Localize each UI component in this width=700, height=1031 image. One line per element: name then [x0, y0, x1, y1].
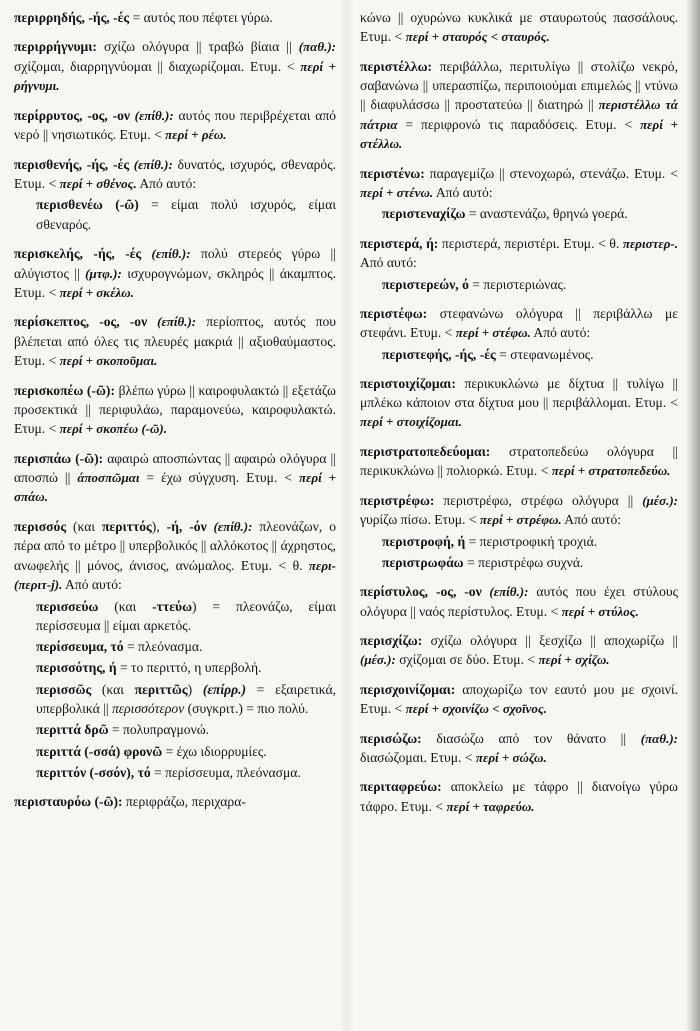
entry-text: = αυτός που πέφτει γύρω. [129, 10, 273, 25]
entry-text: αποκλείω με τάφρο || διανοίγω γύρω τάφρο. Ετυμ. < [360, 779, 678, 814]
derived-headword: περιστεφής, -ής, -ές [382, 346, 496, 362]
derived-headword: περιστρωφάω [382, 554, 464, 570]
entry-etymology: περί + στοιχίζομαι. [360, 414, 462, 430]
entry-headword: περιστρατοπεδεύομαι: [360, 443, 491, 459]
entry-headword: περιστέφω: [360, 305, 428, 321]
entry-headword: περιρρηδής, -ής, -ές [14, 10, 130, 25]
entry-headword: περισχίζω: [360, 633, 423, 649]
dictionary-entry [360, 582, 678, 621]
entry-grammar-note: (μέσ.): [642, 492, 678, 508]
entry-text: σχίζω ολόγυρα || τραβώ βίαια || [96, 39, 299, 55]
entry-grammar-note: (επίθ.): [130, 107, 174, 123]
dictionary-entry [14, 106, 336, 145]
entry-grammar-note: άποσπῶμαι [77, 469, 140, 485]
entry-headword: περισώζω: [360, 730, 422, 746]
entry-headword: περιστέλλω: [360, 58, 433, 74]
entry-text: αυτός που έχει στύλους ολόγυρα || ναός περίστυλος. Ετυμ. < [360, 584, 678, 619]
derived-text: = έχω ιδιορρυμίες. [162, 743, 267, 759]
entry-text: γυρίζω πίσω. Ετυμ. < [360, 512, 480, 528]
entry-text: Από αυτό: [136, 176, 197, 192]
entry-headword: -ή, -όν [166, 518, 207, 534]
derived-headword: περιστροφή, ή [382, 533, 466, 549]
dictionary-entry [360, 164, 678, 224]
entry-text: στρατοπεδεύω ολόγυρα || περικυκλώνω || πολιορκώ. Ετυμ. < [360, 443, 678, 479]
derived-text: ) = πλεονάζω, είμαι περίσσευμα || είμαι αρκετός. [36, 598, 336, 633]
derived-entry [36, 680, 336, 719]
derived-headword: περισσῶς [36, 681, 92, 697]
derived-text: (συγκριτ.) = πιο πολύ. [184, 701, 309, 717]
derived-headword: περισθενέω (-ῶ) [36, 197, 139, 213]
entry-etymology: περί + στένω. [360, 185, 434, 200]
dictionary-entry [14, 381, 336, 439]
entry-etymology: περί + ταφρεύω. [446, 798, 535, 814]
derived-entry [36, 720, 336, 739]
dictionary-entry [360, 491, 678, 573]
dictionary-entry [360, 442, 678, 481]
derived-entry [36, 637, 336, 656]
entry-headword: περισκελής, -ής, -ές [14, 246, 142, 262]
entry-headword: περιστερά, ή: [360, 235, 439, 251]
derived-entry [382, 553, 678, 572]
derived-entry [36, 742, 336, 761]
entry-headword: περιταφρεύω: [360, 779, 442, 795]
derived-text: = πολυπραγμονώ. [108, 722, 210, 738]
derived-text: ) [187, 681, 203, 697]
dictionary-entry [360, 57, 678, 154]
entry-text: = περιφρονώ τις παραδόσεις. Ετυμ. < [397, 116, 641, 132]
page-edge-shadow [686, 0, 700, 1031]
entry-grammar-note: (επίθ.): [147, 314, 197, 330]
dictionary-entry [360, 777, 678, 816]
entry-text: διασώζω από τον θάνατο || [421, 730, 641, 746]
derived-entry [382, 532, 678, 551]
derived-text: (και [98, 598, 153, 614]
entry-text: πολύ στερεός γύρω || αλύγιστος || [14, 246, 336, 281]
entry-headword: περισχοινίζομαι: [360, 681, 456, 697]
entry-text: διασώζομαι. Ετυμ. < [360, 750, 476, 765]
dictionary-entry [360, 234, 678, 294]
entry-etymology: περί + στρατοπεδεύω. [551, 463, 671, 479]
derived-headword: περιττά (-σσά) φρονῶ [36, 743, 163, 759]
page-gutter-shadow [340, 0, 354, 1031]
entry-text: αφαιρώ αποσπώντας || αφαιρώ ολόγυρα || αποσπώ || [14, 450, 336, 485]
entry-text: κώνω || οχυρώνω κυκλικά με σταυρωτούς πασσάλους. Ετυμ. < [360, 10, 678, 45]
entry-headword: περιστένω: [360, 165, 425, 181]
entry-etymology: περί + στύλος. [561, 603, 639, 619]
entry-headword: περίστυλος, -ος, -ον [360, 584, 482, 600]
entry-headword: περισταυρόω (-ῶ): [14, 794, 123, 810]
derived-headword: -ττεύω [152, 598, 192, 614]
entry-text: περίοπτος, αυτός που βλέπεται από όλες τις πλευρές μακριά || αξιοθαύμαστος. Ετυμ. < [14, 314, 336, 369]
left-column [14, 8, 336, 822]
entry-text: περικυκλώνω με δίχτυα || τυλίγω || μπλέκω κάποιον στα δίχτυα μου || περιβάλλομαι. Ετυμ. < [360, 375, 678, 411]
dictionary-entry [14, 8, 336, 27]
entry-etymology: περί + σχίζω. [538, 652, 610, 668]
entry-text: αποχωρίζω τον εαυτό μου με σχοινί. Ετυμ. < [360, 681, 678, 717]
entry-text: Από αυτό: [360, 255, 417, 271]
derived-headword: περιττῶς [134, 681, 188, 697]
derived-entry [382, 204, 678, 223]
entry-grammar-note: περιστέλλω τά πάτρια [360, 97, 678, 132]
derived-text: = αναστενάζω, θρηνώ γοερά. [465, 206, 628, 222]
entry-text: παραγεμίζω || στενοχωρώ, στενάζω. Ετυμ. < [424, 165, 678, 181]
entry-text: σχίζομαι σε δύο. Ετυμ. < [395, 652, 539, 668]
entry-headword: περιστρέφω: [360, 492, 435, 508]
dictionary-entry [360, 729, 678, 768]
entry-etymology: περί + σκοποῦμαι. [59, 353, 158, 369]
derived-entry [36, 195, 336, 234]
entry-etymology: περί + σκοπέω (-ῶ). [59, 421, 167, 437]
entry-headword: περισπάω (-ῶ): [14, 450, 104, 466]
entry-headword: περισθενής, -ής, -ές [14, 156, 130, 172]
derived-entry [36, 658, 336, 677]
derived-text: (και [91, 681, 135, 697]
entry-etymology: περιστερ-. [622, 235, 678, 251]
dictionary-entry [14, 37, 336, 95]
entry-headword: περιττός [101, 518, 152, 534]
entry-text: περιστρέφω, στρέφω ολόγυρα || [434, 492, 643, 508]
right-column [360, 8, 678, 826]
entry-text: αυτός που περιβρέχεται από νερό || νησιωτικός. Ετυμ. < [14, 107, 336, 143]
derived-entry [36, 763, 336, 782]
derived-headword: περισσεύω [36, 598, 99, 614]
derived-text: = στεφανωμένος. [495, 346, 594, 362]
derived-entry [382, 345, 678, 364]
entry-text: περιβάλλω, περιτυλίγω || στολίζω νεκρό, σαβανώνω || υπερασπίζω, περιποιούμαι επιμελώς || ντύνω || διαφυλάσσω || προστατεύω || διατηρώ || [360, 58, 678, 113]
entry-text: Από αυτό: [62, 577, 122, 593]
derived-text: = περιστρέφω συχνά. [463, 554, 584, 570]
entry-text: ), [151, 518, 167, 534]
entry-text: Από αυτό: [561, 512, 622, 528]
derived-text: = το περιττό, η υπερβολή. [116, 660, 262, 676]
entry-text: Από αυτό: [530, 325, 591, 341]
entry-text: στεφανώνω ολόγυρα || περιβάλλω με στεφάνι. Ετυμ. < [360, 305, 678, 341]
dictionary-entry [14, 792, 336, 811]
entry-text: περιφράζω, περιχαρα- [122, 794, 246, 810]
entry-text: σχίζομαι, διαρρηγνύομαι || διαχωρίζομαι. Ετυμ. < [14, 58, 301, 74]
entry-text: βλέπω γύρω || καιροφυλακτώ || εξετάζω προσεκτικά || περιφυλάω, παραμονεύω, καιροφυλακτώ. Ετυμ. < [14, 382, 336, 437]
entry-headword: περισκοπέω (-ῶ): [14, 382, 115, 398]
entry-headword: περιρρήγνυμι: [14, 39, 97, 55]
dictionary-entry [360, 304, 678, 364]
entry-headword: περίρρυτος, -ος, -ον [14, 107, 131, 123]
entry-etymology: περί + σκέλω. [59, 284, 134, 300]
derived-headword: περιστεναχίζω [382, 206, 466, 222]
derived-headword: περιττόν (-σσόν), τό [36, 764, 151, 780]
entry-text: ισχυρογνώμων, σκληρός || άκαμπτος. Ετυμ. < [14, 265, 336, 300]
entry-grammar-note: (επίθ.): [141, 246, 191, 262]
dictionary-entry [360, 374, 678, 432]
entry-grammar-note: (παθ.): [640, 730, 678, 746]
entry-etymology: περί + σθένος. [59, 176, 137, 192]
entry-headword: περιστοιχίζομαι: [360, 375, 456, 391]
dictionary-entry [14, 449, 336, 507]
derived-text: = εξαιρετικά, υπερβολικά || [36, 681, 336, 717]
entry-etymology: περί + στέλλω. [360, 116, 678, 152]
dictionary-entry [14, 155, 336, 235]
dictionary-entry [14, 244, 336, 302]
dictionary-entry [360, 8, 678, 47]
entry-etymology: περί + σταυρός < σταυρός. [405, 29, 550, 45]
entry-headword: περίσκεπτος, -ος, -ον [14, 314, 148, 330]
dictionary-entry [14, 312, 336, 370]
dictionary-entry [14, 517, 336, 782]
dictionary-entry [360, 631, 678, 670]
entry-headword: περισσός [14, 518, 67, 534]
entry-grammar-note: (επίθ.): [481, 584, 529, 600]
derived-text: περισσότερον [111, 701, 185, 717]
entry-grammar-note: (μέσ.): [360, 652, 396, 668]
entry-grammar-note: (μτφ.): [85, 265, 122, 281]
entry-grammar-note: (επίθ.): [129, 156, 173, 172]
entry-text: = έχω σύγχυση. Ετυμ. < [139, 469, 299, 485]
dictionary-entry [360, 680, 678, 719]
derived-headword: περιττά δρῶ [36, 722, 109, 738]
derived-entry [36, 597, 336, 636]
entry-etymology: περί + στέφω. [455, 325, 531, 341]
derived-text: = είμαι πολύ ισχυρός, είμαι σθεναρός. [36, 197, 336, 232]
entry-etymology: περί + σχοινίζω < σχοῖνος. [405, 701, 547, 717]
entry-text: περιστερά, περιστέρι. Ετυμ. < θ. [438, 235, 623, 251]
entry-text: σχίζω ολόγυρα || ξεσχίζω || αποχωρίζω || [422, 633, 678, 649]
entry-etymology: περί + στρέφω. [479, 512, 562, 528]
entry-text: Από αυτό: [433, 185, 493, 200]
entry-etymology: περί + σώζω. [475, 750, 547, 765]
derived-text: = περιστροφική τροχιά. [465, 533, 598, 549]
derived-text: = πλεόνασμα. [123, 639, 203, 655]
entry-etymology: περι- (περιτ-j). [14, 557, 336, 593]
derived-headword: περισσότης, ή [36, 660, 117, 676]
derived-text: = περίσσευμα, πλεόνασμα. [150, 764, 301, 780]
entry-text: δυνατός, ισχυρός, σθεναρός. Ετυμ. < [14, 156, 336, 192]
derived-headword: περίσσευμα, τό [36, 639, 124, 655]
entry-text: (και [66, 518, 102, 534]
derived-text: (επίρρ.) [202, 681, 247, 697]
derived-text: = περιστεριώνας. [468, 276, 567, 292]
derived-headword: περιστερεών, ό [382, 276, 469, 292]
entry-etymology: περί + ρέω. [165, 127, 227, 143]
entry-etymology: περί + σπάω. [14, 469, 336, 505]
entry-grammar-note: (επίθ.): [206, 518, 253, 534]
entry-etymology: περί + ρήγνυμι. [14, 58, 336, 94]
entry-text: πλεονάζων, ο πέρα από το μέτρο || υπερβολικός || αλλόκοτος || άχρηστος, ανωφελής || μόνος, άνισος, ανώμαλος. Ετυμ. < θ. [14, 518, 336, 573]
derived-entry [382, 275, 678, 294]
entry-grammar-note: (παθ.): [298, 39, 336, 55]
